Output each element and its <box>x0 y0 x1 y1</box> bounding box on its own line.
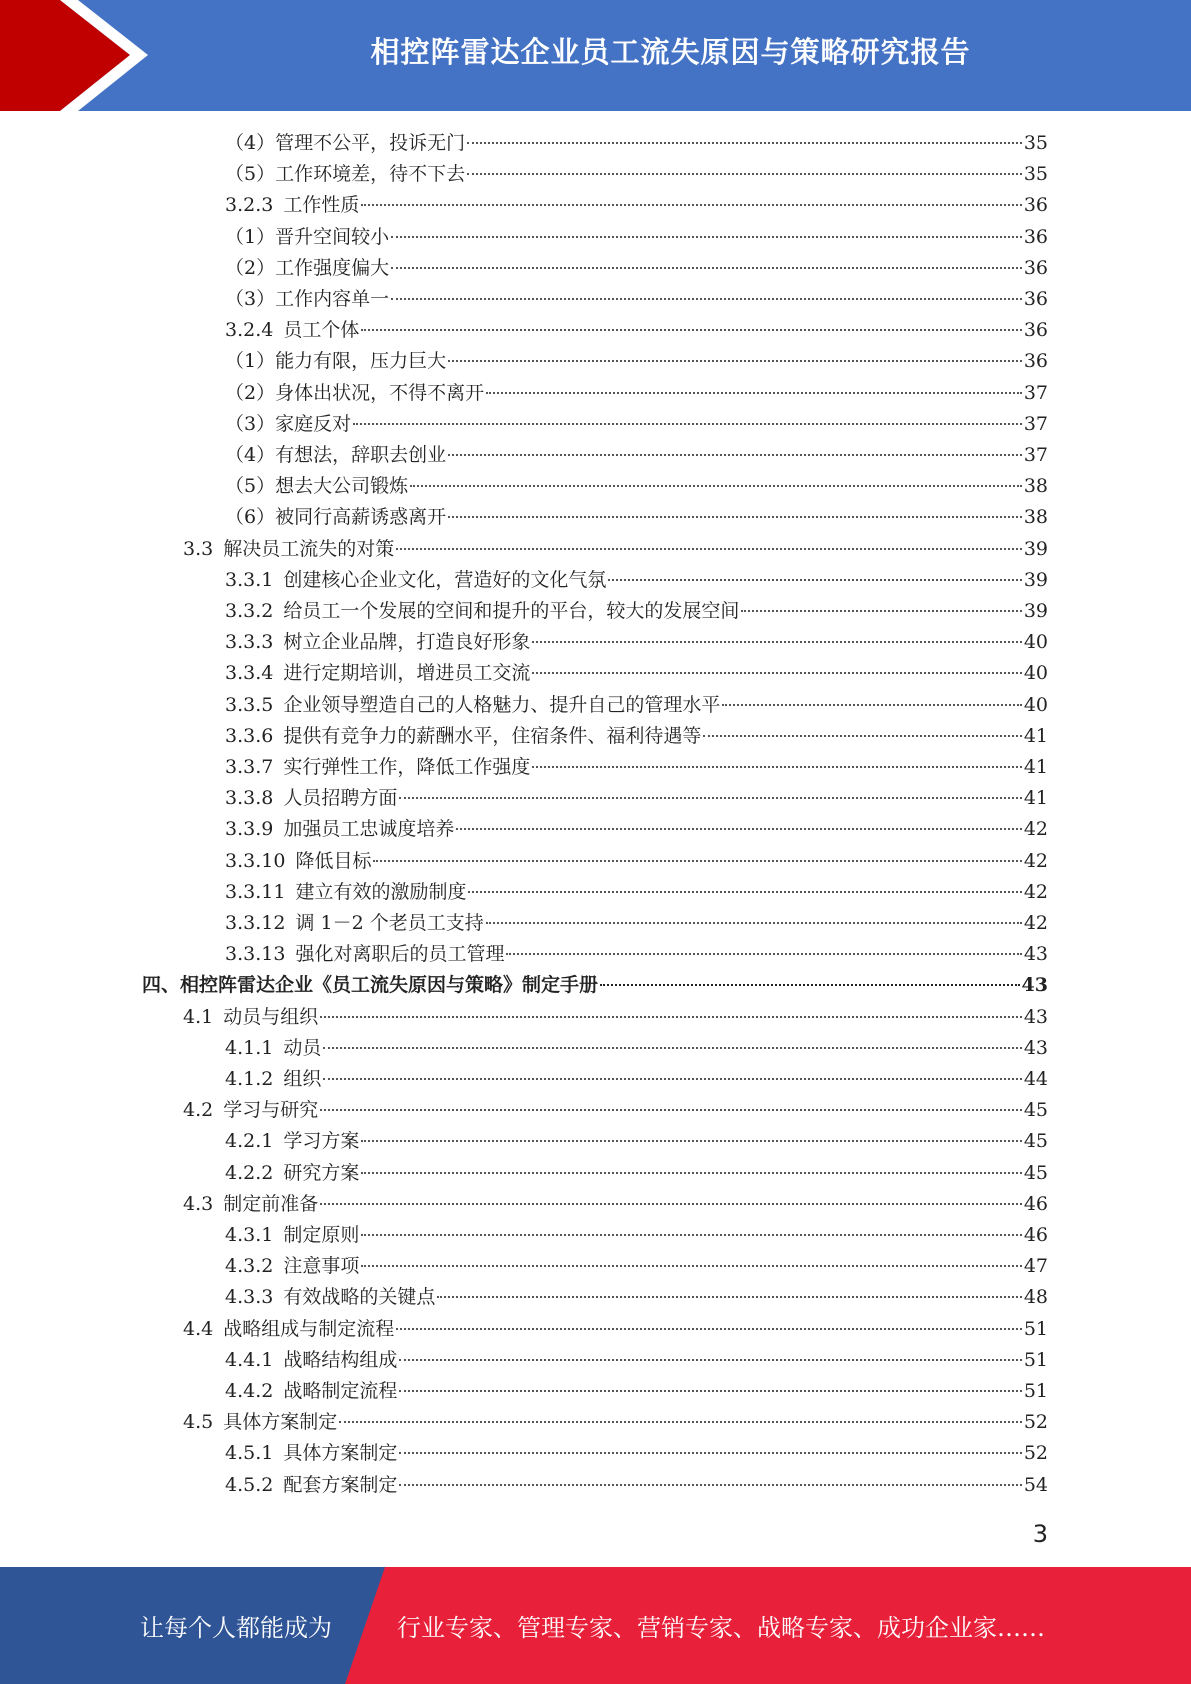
toc-entry[interactable] <box>225 471 1048 502</box>
toc-entry-title: 人员招聘方面 <box>283 787 398 810</box>
toc-entry[interactable] <box>225 440 1048 471</box>
toc-dot-leader <box>361 1140 1021 1142</box>
toc-dot-leader <box>486 922 1022 924</box>
toc-entry-number: 4.2.1 <box>225 1130 274 1153</box>
toc-entry-title: 能力有限，压力巨大 <box>275 350 447 373</box>
toc-entry-page: 43 <box>1023 1005 1048 1028</box>
toc-entry-title: 具体方案制定 <box>283 1442 398 1465</box>
toc-entry-title: 有效战略的关键点 <box>283 1286 436 1309</box>
toc-dot-leader <box>399 1390 1021 1392</box>
toc-entry-title: 制定原则 <box>283 1224 360 1246</box>
toc-dot-leader <box>467 142 1022 144</box>
toc-dot-leader <box>399 1484 1021 1486</box>
toc-dot-leader <box>722 704 1021 706</box>
toc-dot-leader <box>703 735 1021 737</box>
toc-entry-page: 37 <box>1023 381 1048 404</box>
toc-entry-page: 45 <box>1023 1099 1048 1122</box>
toc-entry-title: 给员工一个发展的空间和提升的平台，较大的发展空间 <box>283 600 740 622</box>
toc-entry-page: 42 <box>1023 818 1048 841</box>
toc-entry-page: 36 <box>1023 225 1048 248</box>
toc-entry-title: 建立有效的激励制度 <box>295 880 467 903</box>
toc-entry-title: 学习方案 <box>283 1130 360 1153</box>
toc-entry-page: 45 <box>1023 1130 1048 1153</box>
toc-entry-page: 38 <box>1023 475 1048 498</box>
toc-entry-title: 工作性质 <box>283 194 360 217</box>
toc-entry[interactable] <box>225 1438 1048 1469</box>
toc-entry-number: 4.3.2 <box>225 1255 274 1278</box>
toc-dot-leader <box>468 891 1021 893</box>
page-footer <box>0 1567 1191 1684</box>
toc-entry[interactable] <box>225 1282 1048 1313</box>
toc-entry-number: 4.3 <box>183 1192 214 1215</box>
toc-entry[interactable] <box>183 1002 1048 1033</box>
toc-entry-title: 身体出状况，不得不离开 <box>275 381 485 404</box>
toc-entry-title: 工作强度偏大 <box>275 256 390 279</box>
toc-entry-number: 4.1.1 <box>225 1036 274 1059</box>
toc-entry-title: 战略结构组成 <box>283 1348 398 1371</box>
toc-entry-number: 4.2 <box>183 1099 214 1122</box>
toc-entry-title: 加强员工忠诚度培养 <box>283 818 455 841</box>
toc-entry[interactable] <box>183 1189 1048 1220</box>
toc-entry-page: 42 <box>1023 912 1048 934</box>
toc-dot-leader <box>741 610 1021 612</box>
toc-entry-number: 4.4 <box>183 1317 214 1340</box>
toc-entry[interactable] <box>225 1158 1048 1189</box>
toc-entry-title: 四、相控阵雷达企业《员工流失原因与策略》制定手册 <box>142 974 599 997</box>
toc-dot-leader <box>396 548 1022 550</box>
toc-entry-page: 39 <box>1023 537 1048 560</box>
toc-entry-page: 46 <box>1023 1192 1048 1215</box>
toc-entry[interactable] <box>183 1095 1048 1126</box>
toc-entry-title: 进行定期培训，增进员工交流 <box>283 662 531 685</box>
toc-entry[interactable] <box>225 721 1048 752</box>
page-header <box>0 0 1191 111</box>
toc-entry-page: 48 <box>1023 1286 1048 1309</box>
toc-dot-leader <box>506 953 1021 955</box>
toc-entry-number: 4.1 <box>183 1005 214 1028</box>
toc-entry-page: 47 <box>1023 1255 1048 1278</box>
toc-entry-number: （4） <box>225 444 276 466</box>
toc-entry-title: 树立企业品牌，打造良好形象 <box>283 631 531 654</box>
toc-entry[interactable] <box>225 253 1048 284</box>
document-title: 相控阵雷达企业员工流失原因与策略研究报告 <box>370 34 971 69</box>
toc-entry[interactable] <box>225 752 1048 783</box>
toc-entry-number: （5） <box>225 475 276 498</box>
toc-entry-title: 有想法，辞职去创业 <box>275 444 447 466</box>
toc-entry-page: 41 <box>1023 756 1048 778</box>
toc-entry[interactable] <box>225 846 1048 877</box>
toc-entry-title: 企业领导塑造自己的人格魅力、提升自己的管理水平 <box>283 693 721 716</box>
toc-entry[interactable] <box>225 596 1048 627</box>
toc-dot-leader <box>448 516 1022 518</box>
toc-entry[interactable] <box>225 190 1048 221</box>
toc-entry[interactable] <box>225 1220 1048 1251</box>
toc-entry-number: （4） <box>225 132 276 154</box>
toc-entry-number: 3.3.2 <box>225 600 274 622</box>
toc-entry-page: 41 <box>1023 787 1048 810</box>
footer-slogan-left: 让每个人都能成为 <box>140 1614 332 1642</box>
toc-entry[interactable] <box>225 1033 1048 1064</box>
toc-entry-number: 4.5.1 <box>225 1442 274 1465</box>
toc-entry-title: 研究方案 <box>283 1161 360 1184</box>
toc-entry-page: 44 <box>1023 1068 1048 1090</box>
toc-dot-leader <box>396 1328 1022 1330</box>
toc-entry-page: 36 <box>1023 319 1048 342</box>
toc-entry[interactable] <box>225 159 1048 190</box>
toc-entry-number: 3.3.6 <box>225 724 274 747</box>
toc-entry-page: 42 <box>1023 880 1048 903</box>
toc-entry-title: 强化对离职后的员工管理 <box>295 943 505 966</box>
toc-entry-number: （2） <box>225 256 276 279</box>
toc-entry-number: 3.3.5 <box>225 693 274 716</box>
toc-dot-leader <box>323 1047 1021 1049</box>
toc-dot-leader <box>467 173 1022 175</box>
toc-entry-page: 35 <box>1023 163 1048 186</box>
toc-entry-page: 36 <box>1023 256 1048 279</box>
toc-dot-leader <box>399 1452 1021 1454</box>
toc-entry-page: 54 <box>1023 1473 1048 1496</box>
page-number: 3 <box>1032 1520 1048 1548</box>
toc-entry[interactable] <box>225 1251 1048 1282</box>
toc-entry-number: 4.1.2 <box>225 1068 274 1090</box>
toc-entry-number: 3.3.12 <box>225 912 286 934</box>
toc-dot-leader <box>456 828 1021 830</box>
toc-entry-title: 家庭反对 <box>275 412 352 435</box>
toc-entry[interactable] <box>225 502 1048 533</box>
toc-entry[interactable] <box>225 908 1048 939</box>
toc-dot-leader <box>320 1016 1022 1018</box>
toc-entry-title: 解决员工流失的对策 <box>223 537 395 560</box>
toc-entry[interactable] <box>225 284 1048 315</box>
toc-entry-number: 4.5 <box>183 1411 214 1434</box>
toc-entry-number: 3.3 <box>183 537 214 560</box>
toc-dot-leader <box>410 485 1022 487</box>
toc-dot-leader <box>391 236 1022 238</box>
toc-entry[interactable] <box>183 534 1048 565</box>
toc-entry-number: 3.3.3 <box>225 631 274 654</box>
toc-entry[interactable] <box>225 627 1048 658</box>
toc-entry-number: （6） <box>225 506 276 529</box>
toc-entry-title: 注意事项 <box>283 1255 360 1278</box>
toc-entry[interactable] <box>225 128 1048 159</box>
toc-entry-page: 40 <box>1023 631 1048 654</box>
toc-dot-leader <box>391 267 1022 269</box>
toc-entry-page: 36 <box>1023 350 1048 373</box>
toc-entry-page: 38 <box>1023 506 1048 529</box>
toc-entry-page: 43 <box>1021 974 1048 997</box>
toc-entry[interactable] <box>225 814 1048 845</box>
toc-entry-number: 3.3.13 <box>225 943 286 966</box>
toc-entry-title: 提供有竞争力的薪酬水平，住宿条件、福利待遇等 <box>283 724 702 747</box>
toc-dot-leader <box>399 1359 1021 1361</box>
toc-entry-page: 43 <box>1023 943 1048 966</box>
toc-entry[interactable] <box>142 970 1048 1001</box>
toc-dot-leader <box>391 298 1022 300</box>
toc-entry-number: 4.3.1 <box>225 1224 274 1246</box>
toc-entry-title: 具体方案制定 <box>223 1411 338 1434</box>
toc-dot-leader <box>437 1296 1021 1298</box>
toc-entry[interactable] <box>225 565 1048 596</box>
toc-entry-page: 35 <box>1023 132 1048 154</box>
toc-entry-page: 39 <box>1023 600 1048 622</box>
toc-entry-page: 42 <box>1023 849 1048 872</box>
toc-entry[interactable] <box>225 1345 1048 1376</box>
toc-entry-number: 3.3.10 <box>225 849 286 872</box>
toc-dot-leader <box>600 984 1020 986</box>
toc-entry-number: 3.3.7 <box>225 756 274 778</box>
toc-dot-leader <box>361 1265 1021 1267</box>
toc-entry-title: 学习与研究 <box>223 1099 319 1122</box>
toc-dot-leader <box>608 579 1021 581</box>
toc-dot-leader <box>373 860 1021 862</box>
toc-dot-leader <box>361 329 1021 331</box>
toc-entry-number: （3） <box>225 412 276 435</box>
toc-entry[interactable] <box>225 1126 1048 1157</box>
toc-entry-title: 组织 <box>283 1068 322 1090</box>
toc-dot-leader <box>320 1109 1022 1111</box>
footer-slogan-right: 行业专家、管理专家、营销专家、战略专家、成功企业家…… <box>397 1614 1045 1642</box>
toc-entry-title: 工作内容单一 <box>275 288 390 310</box>
toc-dot-leader <box>532 766 1021 768</box>
toc-entry-title: 配套方案制定 <box>283 1473 398 1496</box>
toc-entry-title: 创建核心企业文化，营造好的文化气氛 <box>283 568 607 591</box>
toc-dot-leader <box>353 423 1022 425</box>
toc-entry-page: 37 <box>1023 444 1048 466</box>
toc-entry-title: 调 1－2 个老员工支持 <box>295 912 484 934</box>
toc-entry-number: （5） <box>225 163 276 186</box>
toc-entry-page: 52 <box>1023 1442 1048 1465</box>
toc-dot-leader <box>399 797 1021 799</box>
toc-entry-page: 51 <box>1023 1380 1048 1402</box>
toc-entry[interactable] <box>225 783 1048 814</box>
toc-entry-number: 4.4.2 <box>225 1380 274 1402</box>
toc-entry-number: 3.3.8 <box>225 787 274 810</box>
toc-dot-leader <box>339 1421 1022 1423</box>
toc-entry-title: 动员与组织 <box>223 1005 319 1028</box>
header-arrow-decoration <box>0 0 150 111</box>
toc-entry-number: 4.2.2 <box>225 1161 274 1184</box>
toc-entry[interactable] <box>225 1064 1048 1095</box>
toc-entry-number: 3.3.1 <box>225 568 274 591</box>
toc-entry-number: 4.4.1 <box>225 1348 274 1371</box>
toc-entry[interactable] <box>225 658 1048 689</box>
toc-entry-number: 3.3.11 <box>225 880 286 903</box>
toc-dot-leader <box>532 672 1021 674</box>
toc-entry-title: 制定前准备 <box>223 1192 319 1215</box>
toc-dot-leader <box>320 1203 1022 1205</box>
toc-entry[interactable] <box>183 1407 1048 1438</box>
toc-entry-page: 36 <box>1023 194 1048 217</box>
toc-entry[interactable] <box>225 346 1048 377</box>
toc-entry-number: 4.5.2 <box>225 1473 274 1496</box>
toc-entry-number: （2） <box>225 381 276 404</box>
toc-entry-title: 管理不公平，投诉无门 <box>275 132 466 154</box>
toc-entry-page: 51 <box>1023 1317 1048 1340</box>
toc-entry-number: （3） <box>225 288 276 310</box>
toc-entry-title: 员工个体 <box>283 319 360 342</box>
toc-entry-number: 4.3.3 <box>225 1286 274 1309</box>
toc-entry[interactable] <box>225 877 1048 908</box>
toc-entry-number: 3.2.3 <box>225 194 274 217</box>
toc-entry-page: 45 <box>1023 1161 1048 1184</box>
toc-entry[interactable] <box>225 690 1048 721</box>
toc-entry-title: 战略组成与制定流程 <box>223 1317 395 1340</box>
toc-dot-leader <box>532 641 1021 643</box>
toc-entry-page: 36 <box>1023 288 1048 310</box>
toc-entry[interactable] <box>225 222 1048 253</box>
toc-entry-title: 动员 <box>283 1036 322 1059</box>
toc-entry-title: 战略制定流程 <box>283 1380 398 1402</box>
toc-entry[interactable] <box>225 1376 1048 1407</box>
toc-entry-number: （1） <box>225 225 276 248</box>
toc-entry[interactable] <box>225 939 1048 970</box>
toc-entry[interactable] <box>225 409 1048 440</box>
toc-dot-leader <box>323 1078 1021 1080</box>
toc-entry-page: 52 <box>1023 1411 1048 1434</box>
toc-dot-leader <box>361 1172 1021 1174</box>
toc-entry[interactable] <box>225 1470 1048 1501</box>
toc-entry-number: （1） <box>225 350 276 373</box>
toc-dot-leader <box>448 360 1022 362</box>
toc-entry-number: 3.3.9 <box>225 818 274 841</box>
toc-entry-page: 41 <box>1023 724 1048 747</box>
toc-entry-page: 39 <box>1023 568 1048 591</box>
toc-dot-leader <box>486 392 1022 394</box>
toc-dot-leader <box>448 454 1022 456</box>
toc-entry-title: 晋升空间较小 <box>275 225 390 248</box>
toc-entry-page: 40 <box>1023 662 1048 685</box>
toc-dot-leader <box>361 1234 1021 1236</box>
toc-entry[interactable] <box>225 315 1048 346</box>
toc-entry-number: 3.3.4 <box>225 662 274 685</box>
toc-entry-title: 工作环境差，待不下去 <box>275 163 466 186</box>
toc-entry-title: 降低目标 <box>295 849 372 872</box>
toc-entry[interactable] <box>183 1314 1048 1345</box>
toc-entry-page: 51 <box>1023 1348 1048 1371</box>
toc-entry-page: 37 <box>1023 412 1048 435</box>
toc-entry-title: 实行弹性工作，降低工作强度 <box>283 756 531 778</box>
toc-entry-title: 想去大公司锻炼 <box>275 475 409 498</box>
toc-entry-page: 40 <box>1023 693 1048 716</box>
toc-entry-page: 46 <box>1023 1224 1048 1246</box>
toc-entry[interactable] <box>225 378 1048 409</box>
toc-entry-number: 3.2.4 <box>225 319 274 342</box>
toc-entry-page: 43 <box>1023 1036 1048 1059</box>
toc-dot-leader <box>361 204 1021 206</box>
toc-entry-title: 被同行高薪诱惑离开 <box>275 506 447 529</box>
